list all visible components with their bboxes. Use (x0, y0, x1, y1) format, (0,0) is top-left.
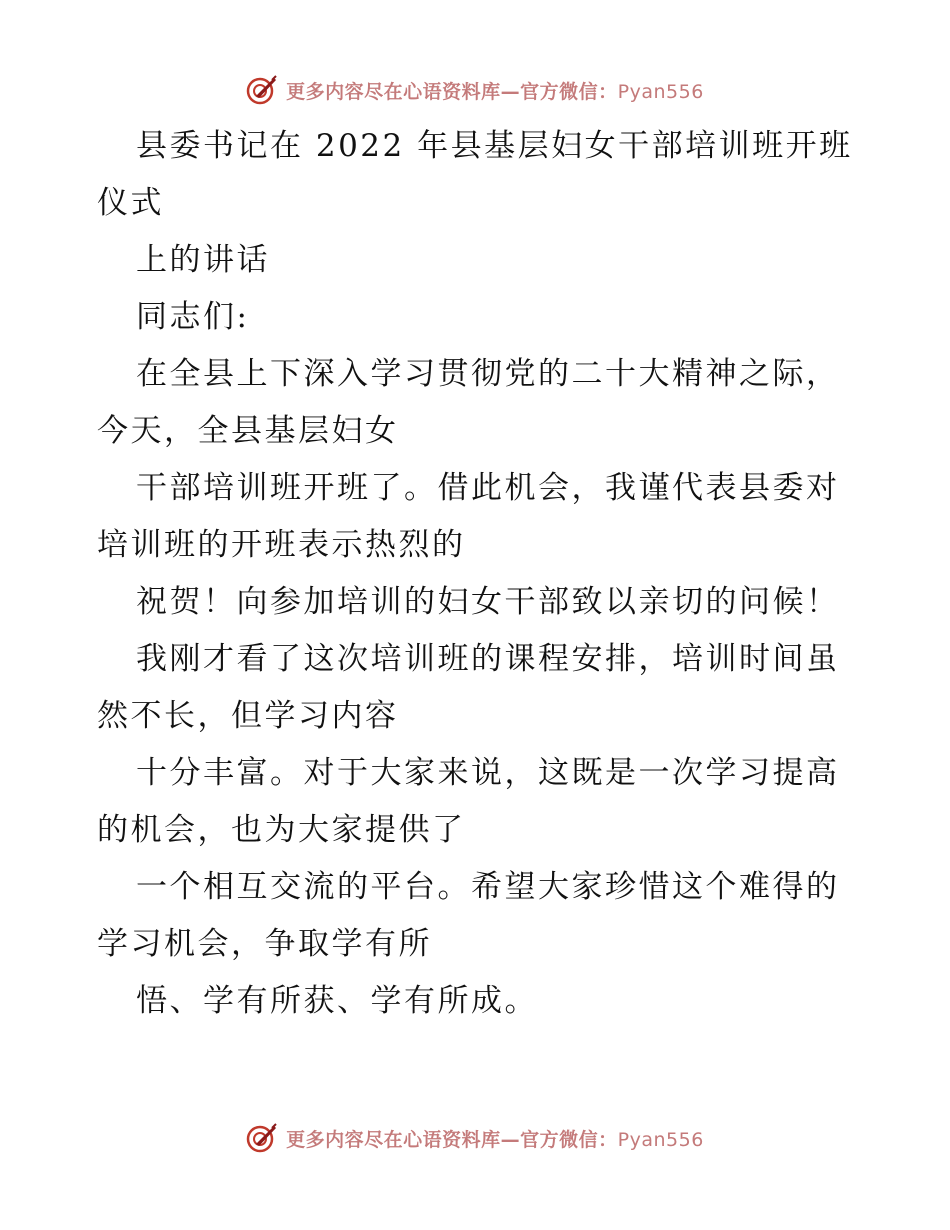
footer-watermark (0, 1118, 950, 1158)
text-line: 今天，全县基层妇女 (97, 413, 399, 449)
header-watermark (0, 70, 950, 110)
document-body (97, 118, 857, 1030)
watermark-wechat-id: Pyan556 (617, 1128, 704, 1151)
text-line: 上的讲话 (136, 242, 270, 278)
watermark-label: 更多内容尽在心语资料库—官方微信： (286, 1128, 618, 1151)
watermark-text (286, 1125, 704, 1152)
text-line: 培训班的开班表示热烈的 (97, 527, 466, 563)
text-line: 祝贺！向参加培训的妇女干部致以亲切的问候！ (136, 584, 840, 620)
text-line: 在全县上下深入学习贯彻党的二十大精神之际， (136, 356, 840, 392)
text-line: 然不长，但学习内容 (97, 698, 399, 734)
quill-logo-icon (246, 1122, 278, 1154)
text-line: 仪式 (97, 185, 164, 221)
text-line: 的机会，也为大家提供了 (97, 812, 466, 848)
watermark-text (286, 77, 704, 104)
watermark-label: 更多内容尽在心语资料库—官方微信： (286, 80, 618, 103)
text-line: 悟、学有所获、学有所成。 (136, 983, 538, 1019)
text-line: 干部培训班开班了。借此机会，我谨代表县委对 (136, 470, 840, 506)
text-line: 县委书记在 2022 年县基层妇女干部培训班开班 (136, 128, 853, 164)
text-line: 一个相互交流的平台。希望大家珍惜这个难得的 (136, 869, 840, 905)
text-line: 我刚才看了这次培训班的课程安排，培训时间虽 (136, 641, 840, 677)
text-line: 同志们: (136, 299, 250, 335)
watermark-wechat-id: Pyan556 (617, 80, 704, 103)
text-line: 学习机会，争取学有所 (97, 926, 432, 962)
quill-logo-icon (246, 74, 278, 106)
text-line: 十分丰富。对于大家来说，这既是一次学习提高 (136, 755, 840, 791)
